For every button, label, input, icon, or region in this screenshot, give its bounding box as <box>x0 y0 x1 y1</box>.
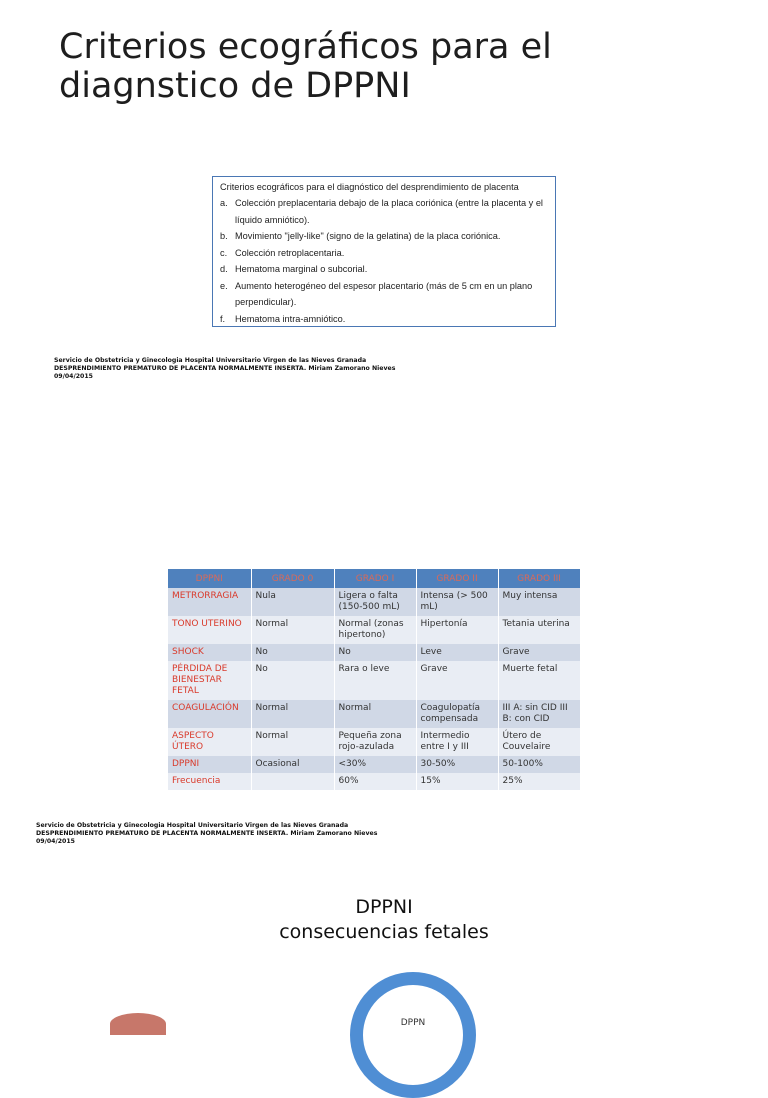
table-header-cell: GRADO III <box>498 569 580 588</box>
criteria-box <box>212 176 556 327</box>
table-cell: Útero de Couvelaire <box>498 728 580 756</box>
criteria-item-text: Hematoma marginal o subcorial. <box>235 264 368 274</box>
table-header-cell: DPPNI <box>168 569 251 588</box>
table-cell: Muy intensa <box>498 588 580 616</box>
table-cell: Grave <box>498 644 580 661</box>
table-cell: <30% <box>334 756 416 773</box>
table-cell: Ocasional <box>251 756 334 773</box>
table-row <box>168 661 580 700</box>
table-cell: Tetania uterina <box>498 616 580 644</box>
table-cell: Coagulopatía compensada <box>416 700 498 728</box>
table-row-label: SHOCK <box>168 644 251 661</box>
table-row <box>168 728 580 756</box>
footer-date: 09/04/2015 <box>36 838 75 845</box>
criteria-item <box>220 311 555 328</box>
criteria-heading: Criterios ecográficos para el diagnóstico del desprendimiento de placenta <box>220 182 519 192</box>
table-cell: 50-100% <box>498 756 580 773</box>
criteria-item-letter: c. <box>220 247 228 258</box>
table-row <box>168 773 580 790</box>
table-cell: Nula <box>251 588 334 616</box>
table-cell: Normal <box>334 700 416 728</box>
criteria-item-text: Colección preplacentaria debajo de la placa coriónica (entre la placenta y el líquido amniótico). <box>235 198 543 225</box>
slide1-title-line1: Criterios ecográficos para el <box>59 27 552 67</box>
table-header-cell: GRADO 0 <box>251 569 334 588</box>
slide1-title <box>59 28 699 106</box>
photo-fragment <box>110 1013 166 1035</box>
slide3-title <box>234 895 534 945</box>
criteria-item-text: Movimiento "jelly-like" (signo de la gelatina) de la placa coriónica. <box>235 231 501 241</box>
table-row-label: DPPNI <box>168 756 251 773</box>
table-row <box>168 616 580 644</box>
table-header-cell: GRADO I <box>334 569 416 588</box>
slide1-title-line2: diagnstico de DPPNI <box>59 66 411 106</box>
criteria-item <box>220 195 555 228</box>
footer-date: 09/04/2015 <box>54 373 93 380</box>
criteria-item-letter: f. <box>220 313 226 324</box>
table-row-label: Frecuencia <box>168 773 251 790</box>
table-cell: Normal (zonas hipertono) <box>334 616 416 644</box>
table-row-label: PÉRDIDA DE BIENESTAR FETAL <box>168 661 251 700</box>
footer-line: DESPRENDIMIENTO PREMATURO DE PLACENTA NORMALMENTE INSERTA. Miriam Zamorano Nieves <box>36 830 378 837</box>
criteria-item-letter: a. <box>220 198 228 208</box>
criteria-list <box>220 195 555 327</box>
footer-line: Servicio de Obstetricia y Ginecologia Hospital Universitario Virgen de las Nieves Granada <box>54 357 367 364</box>
criteria-item-letter: d. <box>220 264 228 274</box>
criteria-item <box>220 278 555 311</box>
table-header-row <box>168 569 580 588</box>
table-cell: No <box>334 644 416 661</box>
slide2-footer <box>36 822 377 846</box>
table-cell: Normal <box>251 728 334 756</box>
slide3-title-line2: consecuencias fetales <box>279 921 489 943</box>
table-cell: No <box>251 644 334 661</box>
table-row-label: ASPECTO ÚTERO <box>168 728 251 756</box>
table-cell: Muerte fetal <box>498 661 580 700</box>
table-cell: Rara o leve <box>334 661 416 700</box>
slide3-title-line1: DPPNI <box>355 896 413 918</box>
table-header-cell: GRADO II <box>416 569 498 588</box>
criteria-item <box>220 245 555 262</box>
table-cell: 25% <box>498 773 580 790</box>
table-row <box>168 644 580 661</box>
criteria-item-text: Aumento heterogéneo del espesor placentario (más de 5 cm en un plano perpendicular). <box>235 280 533 307</box>
table-cell: III A: sin CID III B: con CID <box>498 700 580 728</box>
slide1-footer <box>54 357 395 381</box>
table-body <box>168 588 580 790</box>
table-cell: Leve <box>416 644 498 661</box>
table-cell: Grave <box>416 661 498 700</box>
table-cell: Hipertonía <box>416 616 498 644</box>
footer-line: DESPRENDIMIENTO PREMATURO DE PLACENTA NORMALMENTE INSERTA. Miriam Zamorano Nieves <box>54 365 396 372</box>
table-row-label: TONO UTERINO <box>168 616 251 644</box>
table-cell: No <box>251 661 334 700</box>
table-cell: Normal <box>251 700 334 728</box>
table-cell: 30-50% <box>416 756 498 773</box>
criteria-item <box>220 228 555 245</box>
table-row-label: METRORRAGIA <box>168 588 251 616</box>
criteria-item <box>220 261 555 278</box>
table-cell: 15% <box>416 773 498 790</box>
table-row <box>168 700 580 728</box>
table-cell: Pequeña zona rojo-azulada <box>334 728 416 756</box>
table-row <box>168 756 580 773</box>
table-cell: Intermedio entre I y III <box>416 728 498 756</box>
table-cell <box>251 773 334 790</box>
dppni-grade-table <box>168 569 581 790</box>
criteria-item-letter: b. <box>220 231 228 241</box>
table-row-label: COAGULACIÓN <box>168 700 251 728</box>
table-cell: Ligera o falta (150-500 mL) <box>334 588 416 616</box>
criteria-item-text: Hematoma intra-amniótico. <box>235 313 346 324</box>
table-cell: Normal <box>251 616 334 644</box>
table-cell: 60% <box>334 773 416 790</box>
criteria-item-text: Colección retroplacentaria. <box>235 247 345 258</box>
table-cell: Intensa (> 500 mL) <box>416 588 498 616</box>
table-row <box>168 588 580 616</box>
criteria-item-letter: e. <box>220 280 228 291</box>
donut-ring <box>350 972 476 1098</box>
footer-line: Servicio de Obstetricia y Ginecologia Hospital Universitario Virgen de las Nieves Granada <box>36 822 349 829</box>
donut-label: DPPN <box>400 1018 426 1028</box>
